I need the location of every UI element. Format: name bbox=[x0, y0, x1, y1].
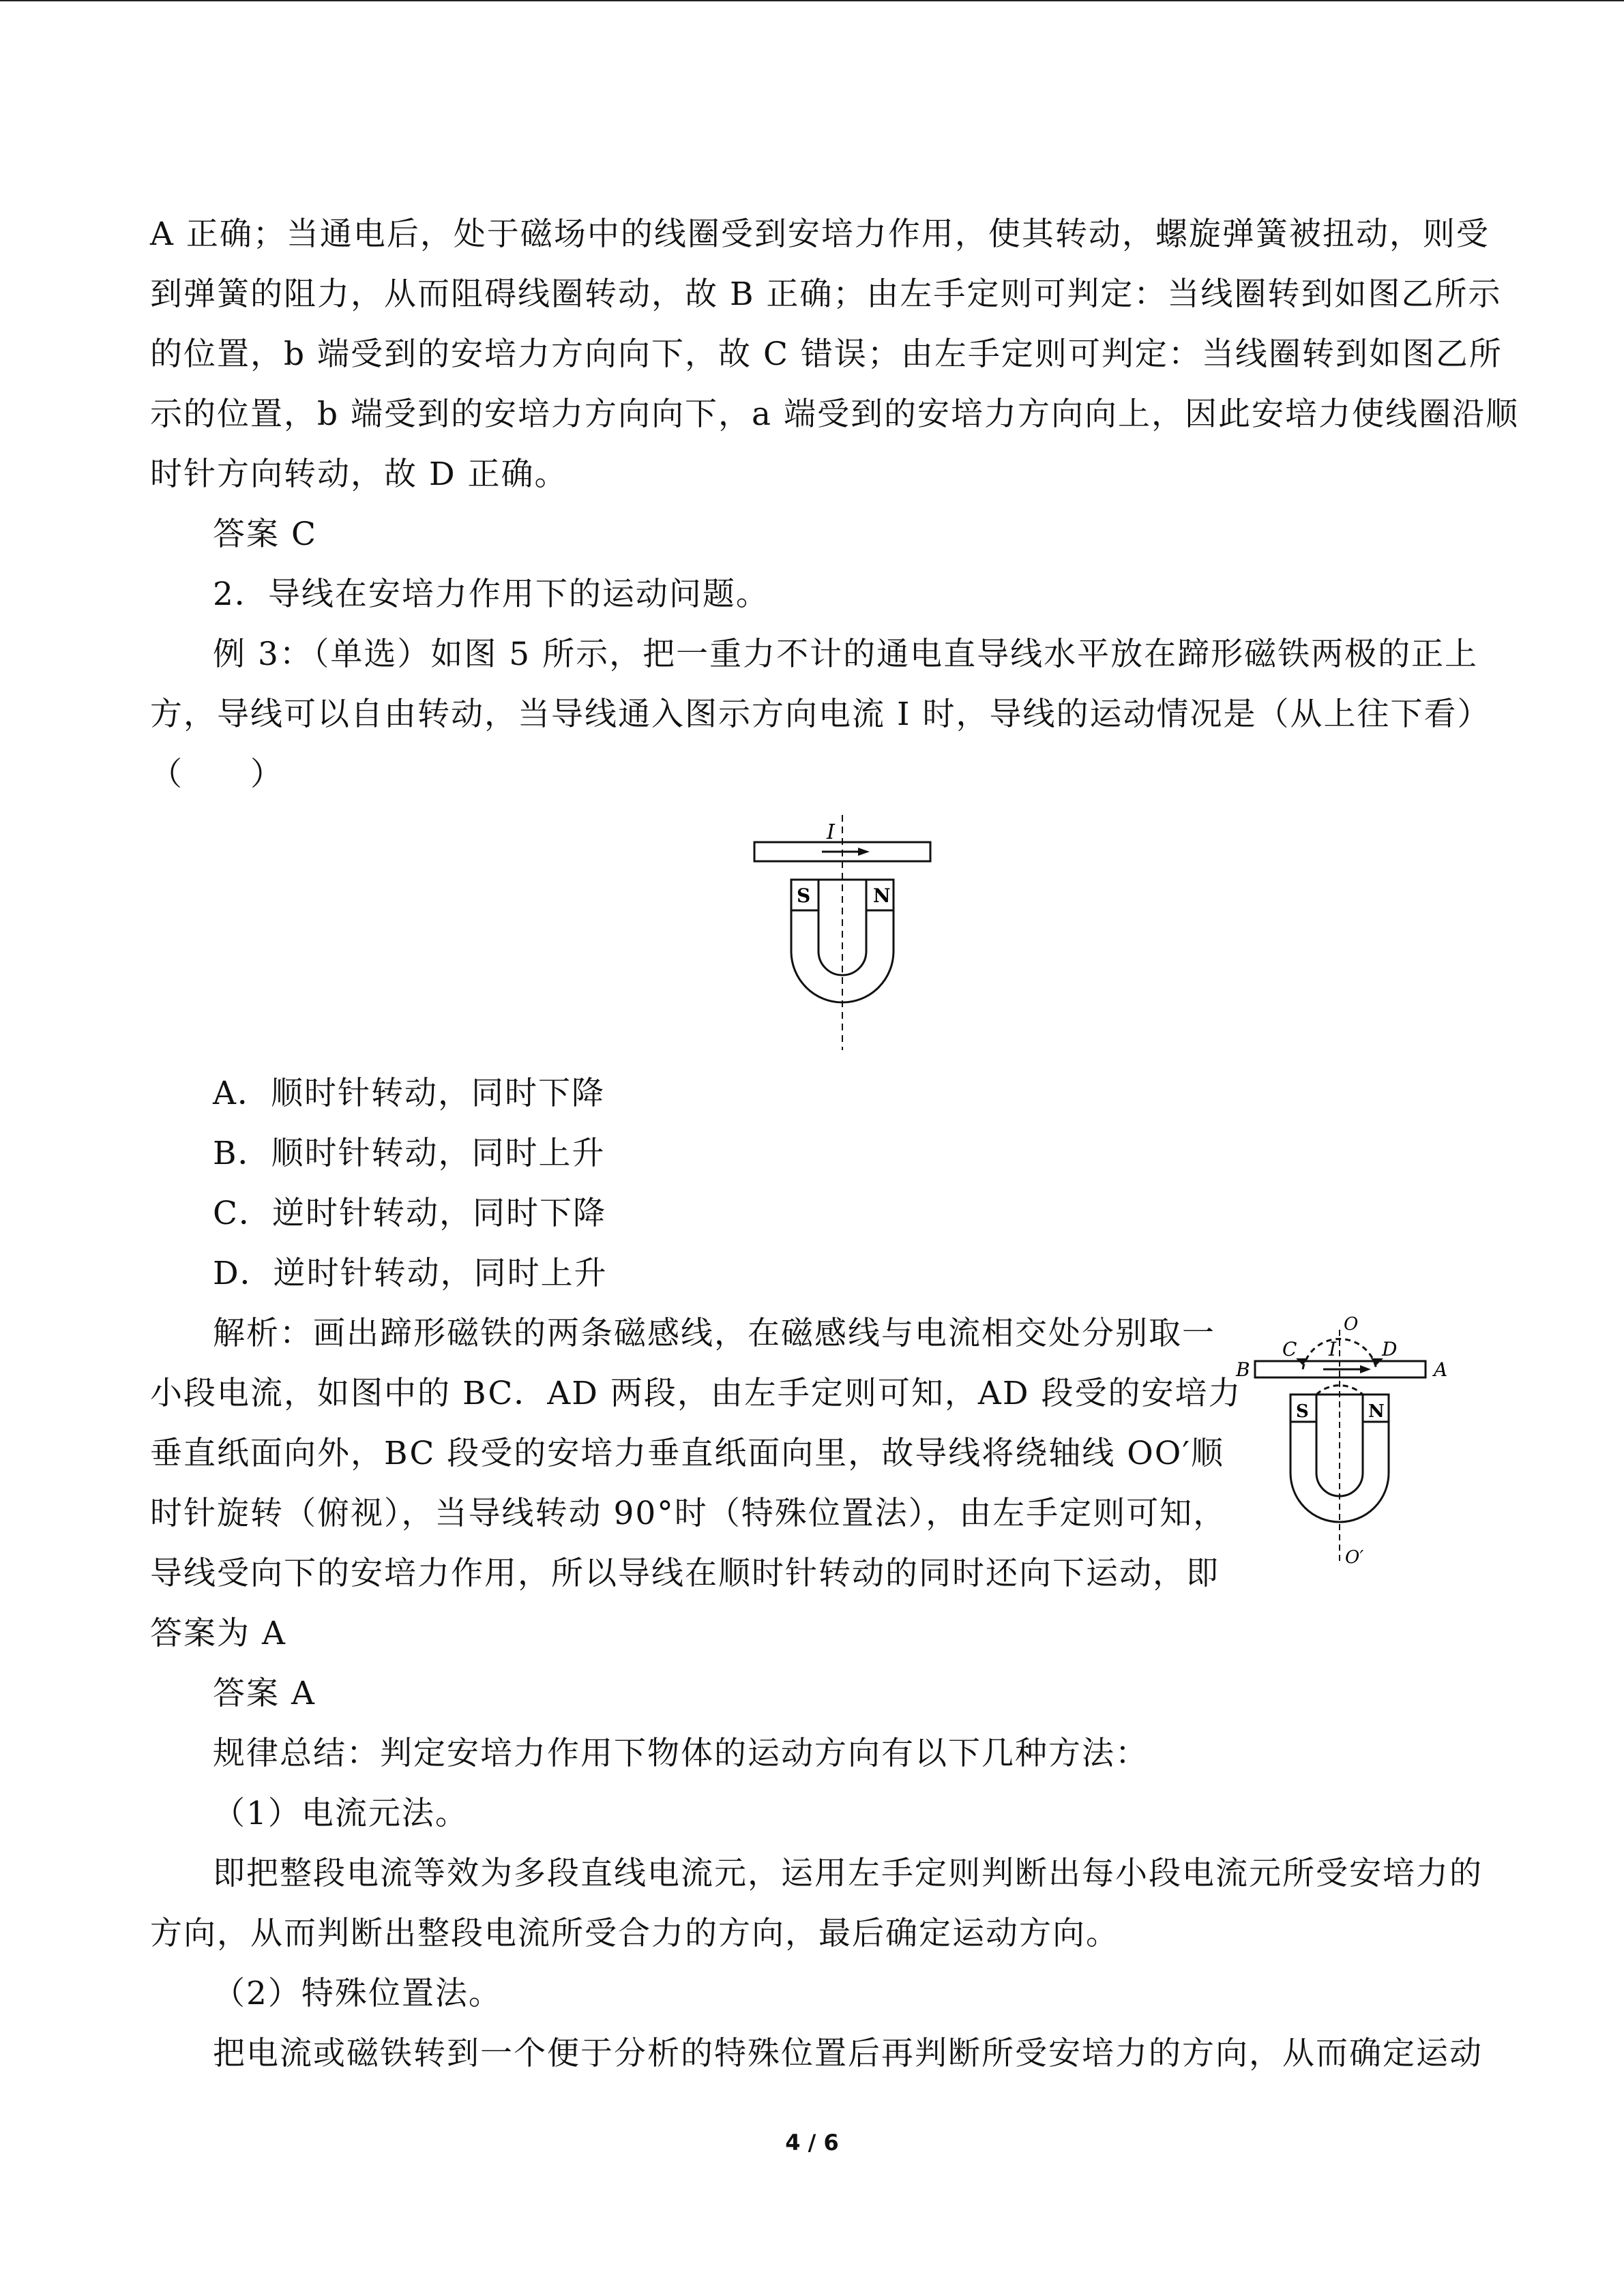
method-text: 把电流或磁铁转到一个便于分析的特殊位置后再判断所受安培力的方向，从而确定运动 bbox=[213, 2035, 1483, 2072]
summary-line: 规律总结：判定安培力作用下物体的运动方向有以下几种方法： bbox=[213, 1735, 1149, 1772]
current-arrow-icon bbox=[1360, 1365, 1371, 1373]
answer-line: 答案 C bbox=[213, 516, 317, 553]
page-number: 4 / 6 bbox=[785, 2130, 839, 2156]
current-label: I bbox=[827, 820, 835, 844]
label-o: O bbox=[1344, 1314, 1359, 1335]
north-pole-label: N bbox=[873, 884, 891, 907]
label-a: A bbox=[1434, 1358, 1448, 1381]
text-line: 时针方向转动，故 D 正确。 bbox=[150, 456, 568, 493]
text-line: 到弹簧的阻力，从而阻碍线圈转动，故 B 正确；由左手定则可判定：当线圈转到如图乙所示 bbox=[150, 275, 1502, 313]
analysis-line: 解析：画出蹄形磁铁的两条磁感线，在磁感线与电流相交处分别取一 bbox=[213, 1315, 1215, 1352]
option-b: B．顺时针转动，同时上升 bbox=[213, 1135, 606, 1172]
page-top-border bbox=[0, 0, 1624, 1]
option-c: C．逆时针转动，同时下降 bbox=[213, 1195, 606, 1232]
answer-blank: （ ） bbox=[150, 756, 284, 793]
figure-horseshoe-magnet bbox=[743, 811, 948, 1064]
north-pole-label: N bbox=[1368, 1401, 1385, 1422]
text-line: A 正确；当通电后，处于磁场中的线圈受到安培力作用，使其转动，螺旋弹簧被扭动，则受 bbox=[150, 215, 1490, 253]
option-d: D．逆时针转动，同时上升 bbox=[213, 1255, 608, 1292]
option-a: A．顺时针转动，同时下降 bbox=[213, 1075, 605, 1112]
method-text: 即把整段电流等效为多段直线电流元，运用左手定则判断出每小段电流元所受安培力的 bbox=[213, 1855, 1483, 1892]
label-c: C bbox=[1282, 1338, 1297, 1360]
label-b: B bbox=[1236, 1358, 1250, 1381]
label-d: D bbox=[1382, 1338, 1398, 1360]
analysis-line: 垂直纸面向外，BC 段受的安培力垂直纸面向里，故导线将绕轴线 OO′顺 bbox=[150, 1435, 1224, 1472]
figure-analysis-magnet bbox=[1228, 1309, 1473, 1582]
label-i: I bbox=[1329, 1338, 1337, 1360]
analysis-line: 导线受向下的安培力作用，所以导线在顺时针转动的同时还向下运动，即 bbox=[150, 1555, 1220, 1592]
south-pole-label: S bbox=[1296, 1401, 1309, 1422]
analysis-line: 小段电流，如图中的 BC．AD 两段，由左手定则可知，AD 段受的安培力 bbox=[150, 1375, 1242, 1412]
text-line: 示的位置，b 端受到的安培力方向向下，a 端受到的安培力方向向上，因此安培力使线圈沿顺 bbox=[150, 396, 1519, 433]
method-heading: （2）特殊位置法。 bbox=[213, 1975, 502, 2012]
label-o-prime: O′ bbox=[1345, 1547, 1364, 1568]
south-pole-label: S bbox=[797, 884, 811, 907]
analysis-line: 时针旋转（俯视），当导线转动 90°时（特殊位置法），由左手定则可知， bbox=[150, 1495, 1227, 1532]
current-arrow-icon bbox=[858, 848, 870, 856]
method-heading: （1）电流元法。 bbox=[213, 1795, 469, 1832]
answer-line: 答案 A bbox=[213, 1675, 316, 1712]
example-question: 方，导线可以自由转动，当导线通入图示方向电流 I 时，导线的运动情况是（从上往下看） bbox=[150, 696, 1491, 733]
section-heading: 2．导线在安培力作用下的运动问题。 bbox=[213, 576, 769, 613]
analysis-line: 答案为 A bbox=[150, 1615, 286, 1652]
method-text: 方向，从而判断出整段电流所受合力的方向，最后确定运动方向。 bbox=[150, 1915, 1119, 1952]
example-question: 例 3：（单选）如图 5 所示，把一重力不计的通电直导线水平放在蹄形磁铁两极的正上 bbox=[213, 636, 1479, 673]
text-line: 的位置，b 端受到的安培力方向向下，故 C 错误；由左手定则可判定：当线圈转到如图乙所 bbox=[150, 336, 1503, 373]
